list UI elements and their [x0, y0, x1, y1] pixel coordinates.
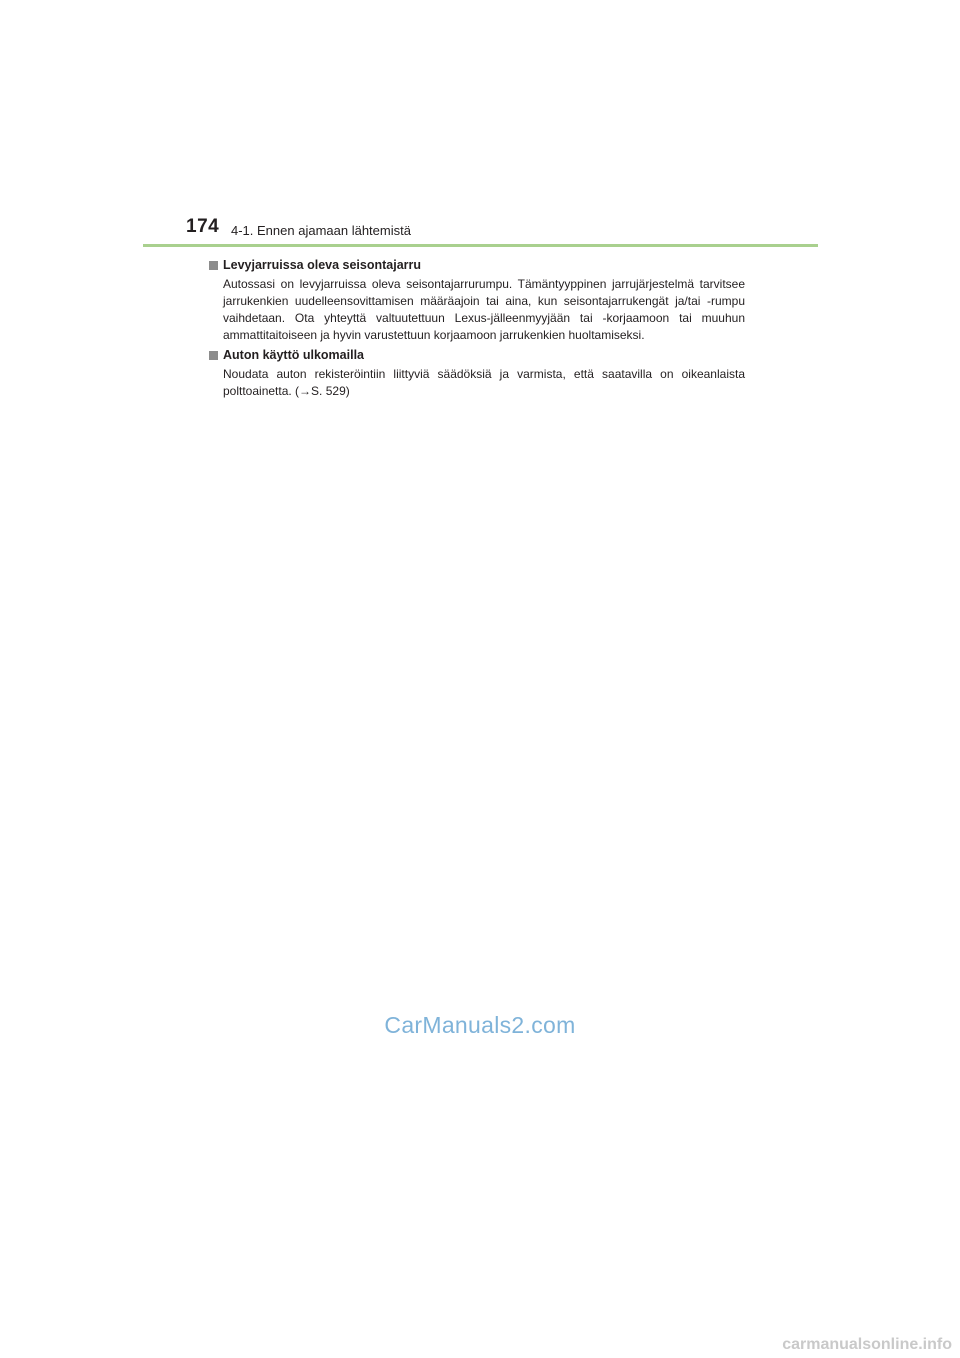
section-heading-text: Levyjarruissa oleva seisontajarru [223, 258, 422, 272]
section-parking-brake [209, 257, 745, 344]
section-body: Noudata auton rekisteröintiin liittyviä säädöksiä ja varmista, että saatavilla on oikeanlaista polttoainetta. (→S. 529) [223, 367, 745, 398]
footer-watermark: carmanualsonline.info [782, 1336, 952, 1353]
section-heading [209, 257, 745, 273]
page-number: 174 [186, 216, 220, 237]
section-heading-text: Auton käyttö ulkomailla [223, 348, 364, 362]
square-bullet-icon [209, 351, 218, 360]
square-bullet-icon [209, 261, 218, 270]
section-title: 4-1. Ennen ajamaan lähtemistä [231, 223, 411, 238]
section-body: Autossasi on levyjarruissa oleva seisontajarrurumpu. Tämäntyyppinen jarrujärjestelmä tarvitsee jarrukenkien uudelleensovittamisen määräajoin tai aina, kun seisontajarrukengät ja/tai -rumpu vaihdetaan. Ota yhteyttä valtuutettuun Lexus-jälleenmyyjään tai -korjaamoon tai muuhun ammattitaitoiseen ja hyvin varustettuun korjaamoon jarrukenkien huoltamiseksi. [223, 277, 745, 342]
watermark: CarManuals2.com [384, 1012, 576, 1038]
header-rule [143, 244, 818, 247]
section-abroad-use [209, 347, 745, 400]
section-heading [209, 347, 745, 363]
